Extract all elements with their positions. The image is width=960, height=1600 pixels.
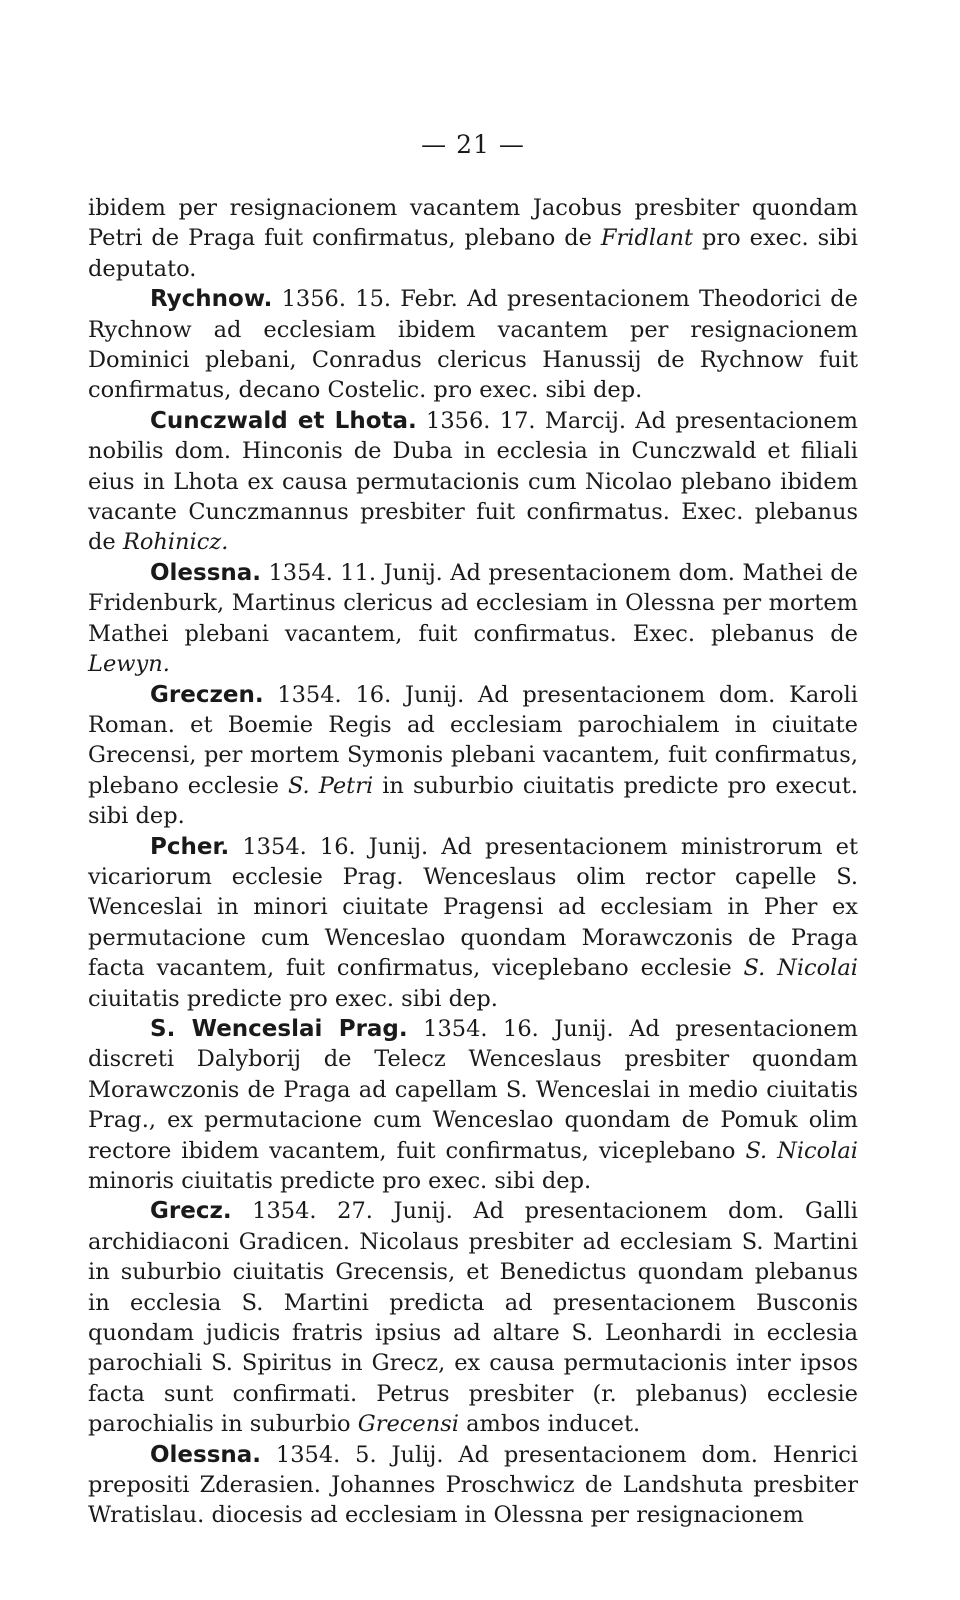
entry-paragraph [88, 1014, 858, 1196]
entry-paragraph [88, 558, 858, 680]
entry-paragraph [88, 1196, 858, 1439]
place-heading: Cunczwald et Lhota. [150, 407, 417, 434]
italic-text: Lewyn. [88, 651, 170, 678]
italic-text: S. Nicolai [743, 955, 858, 982]
paragraph-continuation [88, 193, 858, 284]
document-page [88, 130, 858, 1531]
place-heading: Greczen. [150, 681, 264, 708]
italic-text: Fridlant [600, 225, 694, 252]
place-heading: Rychnow. [150, 286, 273, 313]
text-run: pro exec. sibi deputato. [88, 225, 859, 282]
text-run: ibidem per resignacionem vacantem Jacobus presbiter quondam Petri de Praga fuit confirmatus, plebano de [88, 195, 858, 252]
place-heading: Olessna. [150, 559, 262, 586]
italic-text: Rohinicz. [122, 529, 229, 556]
entry-paragraph [88, 284, 858, 406]
entry-paragraph [88, 406, 858, 558]
text-run: ciuitatis predicte pro exec. sibi dep. [88, 985, 498, 1012]
text-run: 1354. 5. Julij. Ad presentacionem dom. Henrici prepositi Zderasien. Johannes Proschwicz de Landshuta presbiter Wratislau. diocesis ad ecclesiam in Olessna per resignacionem [88, 1441, 858, 1529]
italic-text: Grecensi [357, 1411, 459, 1438]
text-run: in suburbio ciuitatis predicte pro execut. sibi dep. [88, 772, 858, 830]
text-run: minoris ciuitatis predicte pro exec. sibi dep. [88, 1168, 592, 1194]
document-body [88, 193, 858, 1531]
text-run: 1354. 16. Junij. Ad presentacionem discreti Dalyborij de Telecz Wenceslaus presbiter quondam Morawczonis de Praga ad capellam S. Wenceslai in medio ciuitatis Prag., ex permutacione cum Wenceslao quondam de Pomuk olim rectore ibidem vacantem, fuit confirmatus, viceplebano [88, 1015, 858, 1164]
text-run: 1354. 16. Junij. Ad presentacionem dom. Karoli Roman. et Boemie Regis ad ecclesiam parochialem in ciuitate Grecensi, per mortem Symonis plebani vacantem, fuit confirmatus, plebano ecclesie [88, 681, 858, 799]
place-heading: Pcher. [150, 833, 230, 860]
place-heading: Olessna. [150, 1441, 262, 1468]
text-run: 1354. 11. Junij. Ad presentacionem dom. Mathei de Fridenburk, Martinus clericus ad ecclesiam in Olessna per mortem Mathei plebani vacantem, fuit confirmatus. Exec. plebanus de [88, 559, 858, 647]
page-number: — 21 — [421, 130, 525, 159]
text-run: 1356. 15. Febr. Ad presentacionem Theodorici de Rychnow ad ecclesiam ibidem vacantem per resignacionem Dominici plebani, Conradus clericus Hanussij de Rychnow fuit confirmatus, decano Costelic. pro exec. sibi dep. [88, 286, 858, 404]
italic-text: S. Nicolai [745, 1137, 858, 1164]
text-run: 1354. 16. Junij. Ad presentacionem ministrorum et vicariorum ecclesie Prag. Wenceslaus olim rector capelle S. Wenceslai in minori ciuitate Pragensi ad ecclesiam in Pher ex permutacione cum Wenceslao quondam Morawczonis de Praga facta vacantem, fuit confirmatus, viceplebano ecclesie [88, 833, 858, 982]
italic-text: S. Petri [287, 772, 374, 799]
text-run: 1356. 17. Marcij. Ad presentacionem nobilis dom. Hinconis de Duba in ecclesia in Cunczwald et filiali eius in Lhota ex causa permutacionis cum Nicolao plebano ibidem vacante Cunczmannus presbiter fuit confirmatus. Exec. plebanus de [88, 407, 858, 556]
entry-paragraph [88, 1440, 858, 1531]
text-run: ambos inducet. [458, 1411, 641, 1438]
entry-paragraph [88, 832, 858, 1014]
place-heading: Grecz. [150, 1198, 232, 1225]
text-run: 1354. 27. Junij. Ad presentacionem dom. Galli archidiaconi Gradicen. Nicolaus presbiter ad ecclesiam S. Martini in suburbio ciuitatis Grecensis, et Benedictus quondam plebanus in ecclesia S. Martini predicta ad presentacionem Busconis quondam judicis fratris ipsius ad altare S. Leonhardi in ecclesia parochiali S. Spiritus in Grecz, ex causa permutacionis inter ipsos facta sunt confirmati. Petrus presbiter (r. plebanus) ecclesie parochialis in suburbio [88, 1198, 858, 1438]
entry-paragraph [88, 680, 858, 832]
place-heading: S. Wenceslai Prag. [150, 1015, 408, 1042]
